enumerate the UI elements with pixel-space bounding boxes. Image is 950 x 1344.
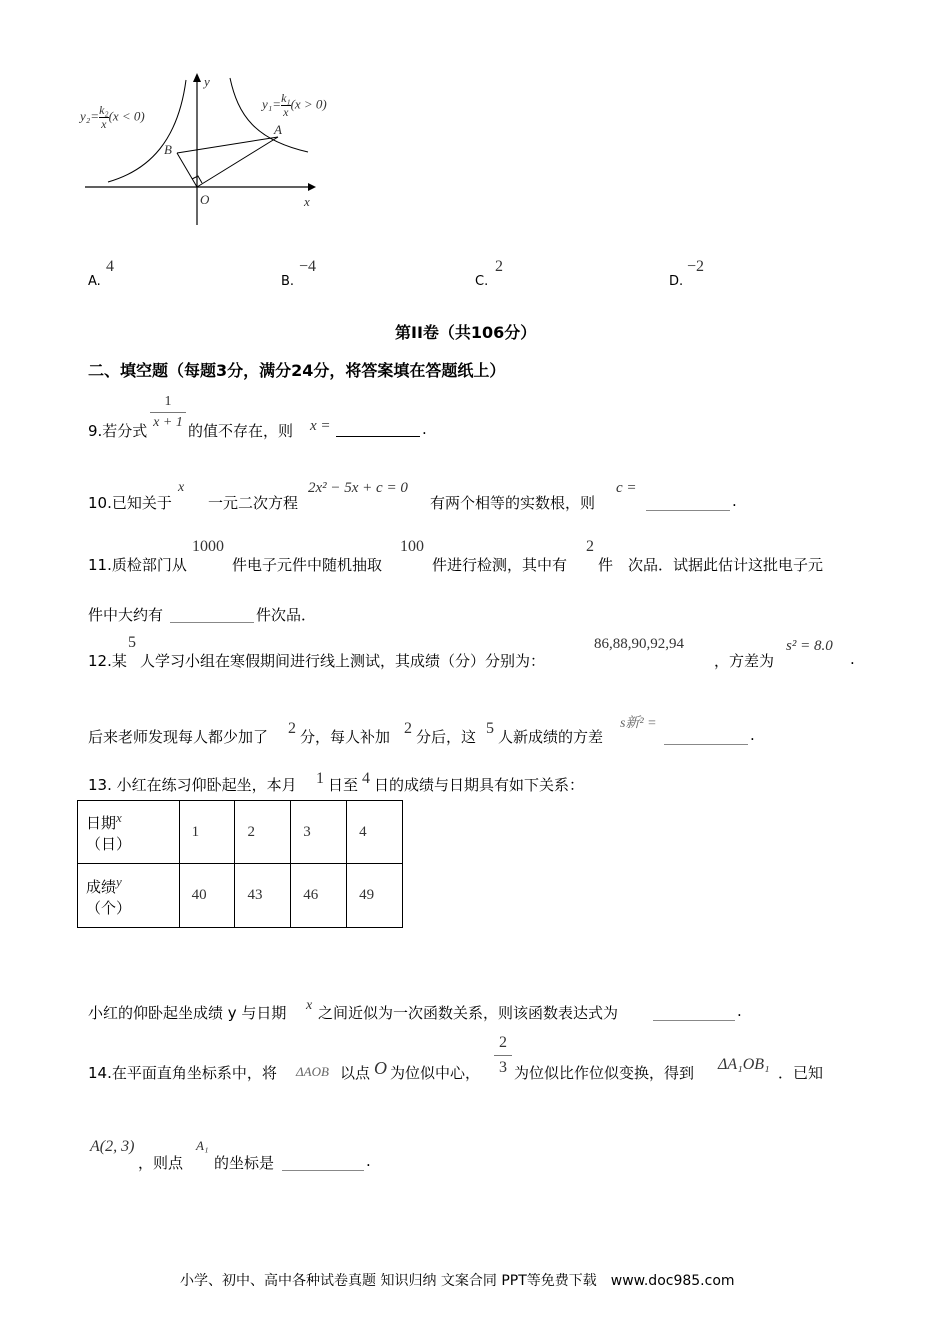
q10-answer-blank[interactable] (646, 496, 730, 511)
row1-var: x (116, 810, 122, 825)
q14-tri: ΔAOB (296, 1064, 329, 1079)
q14-line2-end: . (366, 1152, 371, 1170)
question-11 (88, 536, 888, 626)
q14-den: 3 (499, 1059, 507, 1076)
hyperbola-figure (80, 70, 380, 230)
q10-equation: 2x² − 5x + c = 0 (308, 480, 408, 496)
q11-mid1: 件电子元件中随机抽取 (232, 556, 383, 574)
q13-after-b: 之间近似为一次函数关系，则该函数表达式为 (318, 1004, 619, 1022)
q11-line2-end: 件次品． (256, 606, 317, 624)
q12-line2-d: 人新成绩的方差 (498, 728, 604, 746)
q11-n1: 1000 (192, 538, 224, 555)
segment-ab (177, 137, 278, 153)
row1-label: 日期 (86, 814, 117, 832)
q11-line2-pre: 件中大约有 (88, 606, 164, 624)
q14-num: 2 (494, 1034, 512, 1056)
q12-answer-blank[interactable] (664, 730, 748, 745)
q14-line2-point: A(2, 3) (90, 1138, 135, 1155)
y-axis-label: y (204, 74, 210, 89)
q13-intro-a: 13. 小红在练习仰卧起坐，本月 (88, 776, 297, 794)
table-cell: 4 (347, 801, 403, 864)
q12-end: . (850, 650, 855, 668)
q10-mid: 一元二次方程 (208, 494, 299, 512)
question-12 (88, 634, 888, 746)
left-branch (108, 80, 186, 182)
q12-line2-n1: 2 (288, 720, 296, 737)
q12-line2-end: . (750, 726, 755, 744)
x-axis-label: x (304, 194, 310, 209)
q11-mid3: 件 次品．试据此估计这批电子元 (598, 556, 824, 574)
q12-line2-b: 分，每人补加 (300, 728, 391, 746)
q14-end: ．已知 (778, 1064, 824, 1082)
option-d-value: −2 (687, 258, 705, 275)
q12-scores: 86,88,90,92,94 (594, 636, 684, 652)
row2-var: y (116, 873, 122, 889)
q13-after-end: . (737, 1002, 742, 1020)
q14-pre: 14.在平面直角坐标系中，将 (88, 1064, 277, 1082)
q14-line2-a: ，则点 (138, 1154, 184, 1172)
table-cell: 49 (347, 864, 403, 928)
table-cell: 46 (291, 864, 347, 928)
part2-heading: 二、填空题（每题3分，满分24分，将答案填在答题纸上） (88, 361, 506, 380)
q13-intro-b: 日至 (328, 776, 359, 794)
row2-unit: （个） (86, 898, 132, 917)
page-footer: 小学、初中、高中各种试卷真题 知识归纳 文案合同 PPT等免费下载 www.doc985.com (180, 1273, 735, 1289)
option-d-letter: D. (669, 274, 684, 289)
q14-fraction (494, 1034, 512, 1077)
q14-line2-b: 的坐标是 (214, 1154, 275, 1172)
q12-pre: 12.某 (88, 652, 127, 670)
q10-mid2: 有两个相等的实数根，则 (430, 494, 596, 512)
q13-table (77, 800, 403, 928)
table-cell: 40 (179, 864, 235, 928)
table-row (78, 801, 403, 864)
option-c-letter: C. (475, 274, 489, 289)
q13-intro-n2: 4 (362, 770, 370, 787)
q12-line2-c: 分后，这 (416, 728, 477, 746)
row1-unit: （日） (86, 835, 132, 853)
q14-tri2: ΔA₁OB₁ (718, 1056, 770, 1073)
table-cell: 43 (235, 864, 291, 928)
q12-variance: s² = 8.0 (786, 638, 833, 654)
question-13-prompt (88, 998, 888, 1028)
option-b-letter: B. (281, 274, 295, 289)
q13-answer-blank[interactable] (653, 1006, 735, 1021)
row-label-score (78, 864, 180, 928)
q11-pre: 11.质检部门从 (88, 556, 187, 574)
q14-line2-var: A₁ (196, 1138, 209, 1153)
q9-end: . (422, 420, 427, 438)
question-14 (88, 1034, 888, 1174)
point-a-label: A (274, 122, 282, 137)
row2-label: 成绩 (86, 877, 117, 896)
q13-after-var: x (306, 998, 313, 1013)
q13-intro-c: 日的成绩与日期具有如下关系： (374, 776, 585, 794)
origin-label: O (200, 192, 210, 207)
q12-n: 5 (128, 634, 136, 651)
option-c-value: 2 (495, 258, 503, 275)
q9-text: 9.若分式 (88, 422, 148, 440)
x-axis-arrow (308, 183, 316, 191)
segment-bo (177, 153, 197, 187)
q12-line2-n3: 5 (486, 720, 494, 737)
q12-mid2: ，方差为 (714, 652, 775, 670)
q9-den: x + 1 (153, 415, 183, 430)
q12-line2-var: s新² = (620, 716, 657, 731)
table-cell: 3 (291, 801, 347, 864)
point-b-label: B (164, 142, 172, 157)
option-a-letter: A. (88, 274, 101, 289)
table-row (78, 864, 403, 928)
q8-options (88, 258, 888, 294)
q11-mid2: 件进行检测，其中有 (432, 556, 568, 574)
q12-mid: 人学习小组在寒假期间进行线上测试，其成绩（分）分别为： (140, 652, 546, 670)
q9-num: 1 (150, 394, 186, 413)
q14-mid1: 以点 (340, 1064, 371, 1082)
q11-answer-blank[interactable] (170, 608, 254, 623)
q10-end: . (732, 492, 737, 510)
q14-mid3: 为位似比作位似变换，得到 (514, 1064, 695, 1082)
question-10 (88, 478, 888, 518)
q11-n3: 2 (586, 538, 594, 555)
segment-oa (197, 137, 278, 187)
q12-line2-a: 后来老师发现每人都少加了 (88, 728, 269, 746)
question-9 (88, 392, 888, 442)
section-title: 第II卷（共106分） (395, 323, 537, 342)
q9-var: x = (310, 418, 331, 434)
q10-var2: c = (616, 480, 637, 496)
y1-label: y₁= $\frac{\text{k₁}}{x}$ (x > 0) (262, 91, 327, 119)
q12-line2-n2: 2 (404, 720, 412, 737)
q13-intro-n1: 1 (316, 770, 324, 787)
hyperbola-graph (80, 70, 380, 230)
q14-o: O (374, 1058, 387, 1078)
q10-var: x (178, 480, 185, 495)
option-a-value: 4 (106, 258, 114, 275)
q14-answer-blank[interactable] (282, 1156, 364, 1171)
table-cell: 2 (235, 801, 291, 864)
question-13 (88, 770, 888, 800)
q11-n2: 100 (400, 538, 424, 555)
q13-after-a: 小红的仰卧起坐成绩 y 与日期 (88, 1004, 287, 1022)
y-axis-arrow (193, 73, 201, 82)
q9-answer-blank[interactable] (336, 422, 420, 437)
q14-mid2: 为位似中心， (390, 1064, 481, 1082)
q9-fraction (150, 394, 186, 431)
table-cell: 1 (179, 801, 235, 864)
q9-mid: 的值不存在，则 (188, 422, 294, 440)
option-b-value: −4 (299, 258, 317, 275)
q10-pre: 10.已知关于 (88, 494, 172, 512)
y2-label: y₂= $\frac{\text{k₂}}{x}$ (x < 0) (80, 103, 145, 131)
row-label-date (78, 801, 180, 864)
